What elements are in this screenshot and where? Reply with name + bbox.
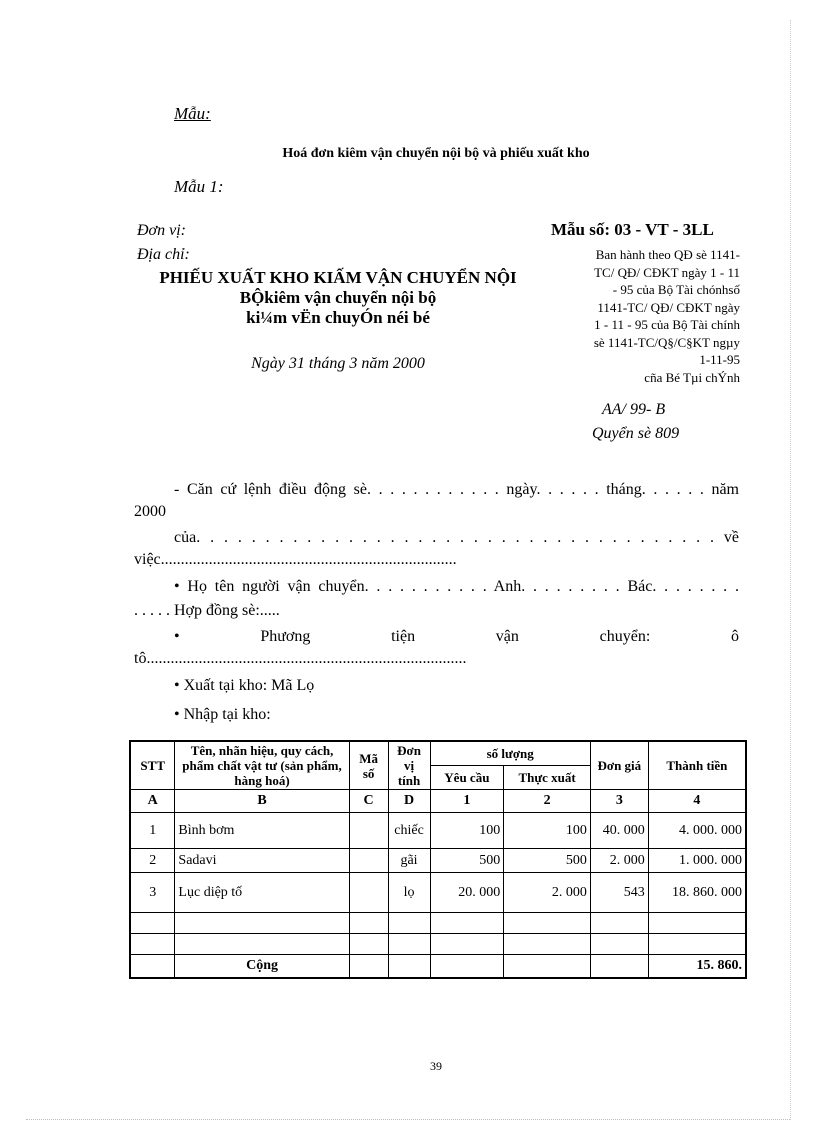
header-name: Tên, nhãn hiệu, quy cách, phẩm chất vật tư (sản phẩm, hàng hoá) [175,741,349,790]
form-title-line-3: ki¼m vËn chuyÓn néi bé [246,308,430,327]
header-quantity: số lượng [430,741,590,766]
address-label: Địa chỉ: [137,246,190,263]
cell-code [349,813,388,849]
cell-stt: 2 [130,849,175,873]
cell-name: Lục diệp tố [175,873,349,913]
decision-line: TC/ QĐ/ CĐKT ngày 1 - 11 [594,264,740,280]
order-line: - Căn cứ lệnh điều động sè. . . . . . . . . . . . ngày. . . . . . tháng. . . . . . năm [174,481,739,498]
decision-note [536,246,740,386]
transport-line: • Phương tiện vận chuyển: ô [174,628,739,645]
form-code: Mẫu số: 03 - VT - 3LL [551,220,714,239]
cell-code [349,873,388,913]
table-empty-row [130,913,746,934]
cell-name: Sadavi [175,849,349,873]
cell-name: Bình bơm [175,813,349,849]
page-number: 39 [430,1059,442,1073]
table-row [130,813,746,849]
decision-line: 1 - 11 - 95 của Bộ Tài chính [594,317,740,332]
form-title-line-1: PHIẾU XUẤT KHO KIẤM VẬN CHUYỂN NỘI [159,268,517,287]
header-price: Đơn giá [590,741,648,790]
carrier-line: • Họ tên người vận chuyển. . . . . . . . . . . Anh. . . . . . . . . Bác. . . . . . . . [174,578,739,595]
page-side-rule [790,20,791,1120]
form-title-line-2: BỘkiêm vận chuyển nội bộ [239,288,437,307]
index-cell: C [349,790,388,813]
index-cell: B [175,790,349,813]
import-warehouse-line: • Nhập tại kho: [174,706,271,723]
cell-price: 40. 000 [590,813,648,849]
cell-actual: 100 [504,813,591,849]
cell-requested: 100 [430,813,504,849]
sample-label: Mẫu: [174,104,211,123]
decision-line: sè 1141-TC/Q§/C§KT ngµy [593,334,740,350]
index-cell: 2 [504,790,591,813]
document-heading: Hoá đơn kiêm vận chuyển nội bộ và phiếu xuất kho [282,146,590,161]
index-cell: 3 [590,790,648,813]
decision-line: 1-11-95 [699,352,740,367]
header-code: Mã số [349,741,388,790]
header-amount: Thành tiền [648,741,746,790]
table-row [130,849,746,873]
cell-requested: 500 [430,849,504,873]
cell-stt: 1 [130,813,175,849]
table-empty-row [130,934,746,955]
cell-amount: 4. 000. 000 [648,813,746,849]
decision-line: Ban hành theo QĐ sè 1141- [595,247,740,262]
cell-unit: chiếc [388,813,430,849]
index-cell: 4 [648,790,746,813]
table-row [130,873,746,913]
sample-1-label: Mẫu 1: [174,177,224,196]
items-table [129,740,747,979]
cell-price: 2. 000 [590,849,648,873]
total-amount: 15. 860. [648,955,746,979]
index-cell: D [388,790,430,813]
contract-line: . . . . . Hợp đồng sè:..... [134,602,280,619]
decision-line: cña Bé Tµi chÝnh [644,369,740,385]
cell-actual: 2. 000 [504,873,591,913]
table-index-row [130,790,746,813]
header-stt: STT [130,741,175,790]
purpose-line: việc.......................................................................... [134,551,457,568]
table-total-row [130,955,746,979]
form-date: Ngày 31 tháng 3 năm 2000 [251,355,425,372]
transport-vehicle-line: tô................................................................................ [134,650,467,667]
issuer-line: của. . . . . . . . . . . . . . . . . . . . . . . . . . . . . . . . . . . . . . về [174,529,739,546]
cell-amount: 18. 860. 000 [648,873,746,913]
header-requested: Yêu cầu [430,766,504,790]
cell-price: 543 [590,873,648,913]
total-label: Cộng [175,955,349,979]
order-year: 2000 [134,503,166,520]
decision-line: - 95 của Bộ Tài chónhsố [612,282,740,297]
decision-line: 1141-TC/ QĐ/ CĐKT ngày [597,299,740,315]
cell-actual: 500 [504,849,591,873]
header-unit: Đơn vị tính [388,741,430,790]
index-cell: 1 [430,790,504,813]
index-cell: A [130,790,175,813]
cell-amount: 1. 000. 000 [648,849,746,873]
page-bottom-rule [26,1119,790,1120]
serial-code: AA/ 99- B [602,401,666,418]
cell-stt: 3 [130,873,175,913]
cell-requested: 20. 000 [430,873,504,913]
cell-unit: gãi [388,849,430,873]
export-warehouse-line: • Xuất tại kho: Mã Lọ [174,677,315,694]
cell-code [349,849,388,873]
unit-label: Đơn vị: [137,222,186,239]
book-number: Quyển sè 809 [592,425,680,442]
header-actual: Thực xuất [504,766,591,790]
table-header-row [130,741,746,766]
form-title [137,268,539,328]
cell-unit: lọ [388,873,430,913]
